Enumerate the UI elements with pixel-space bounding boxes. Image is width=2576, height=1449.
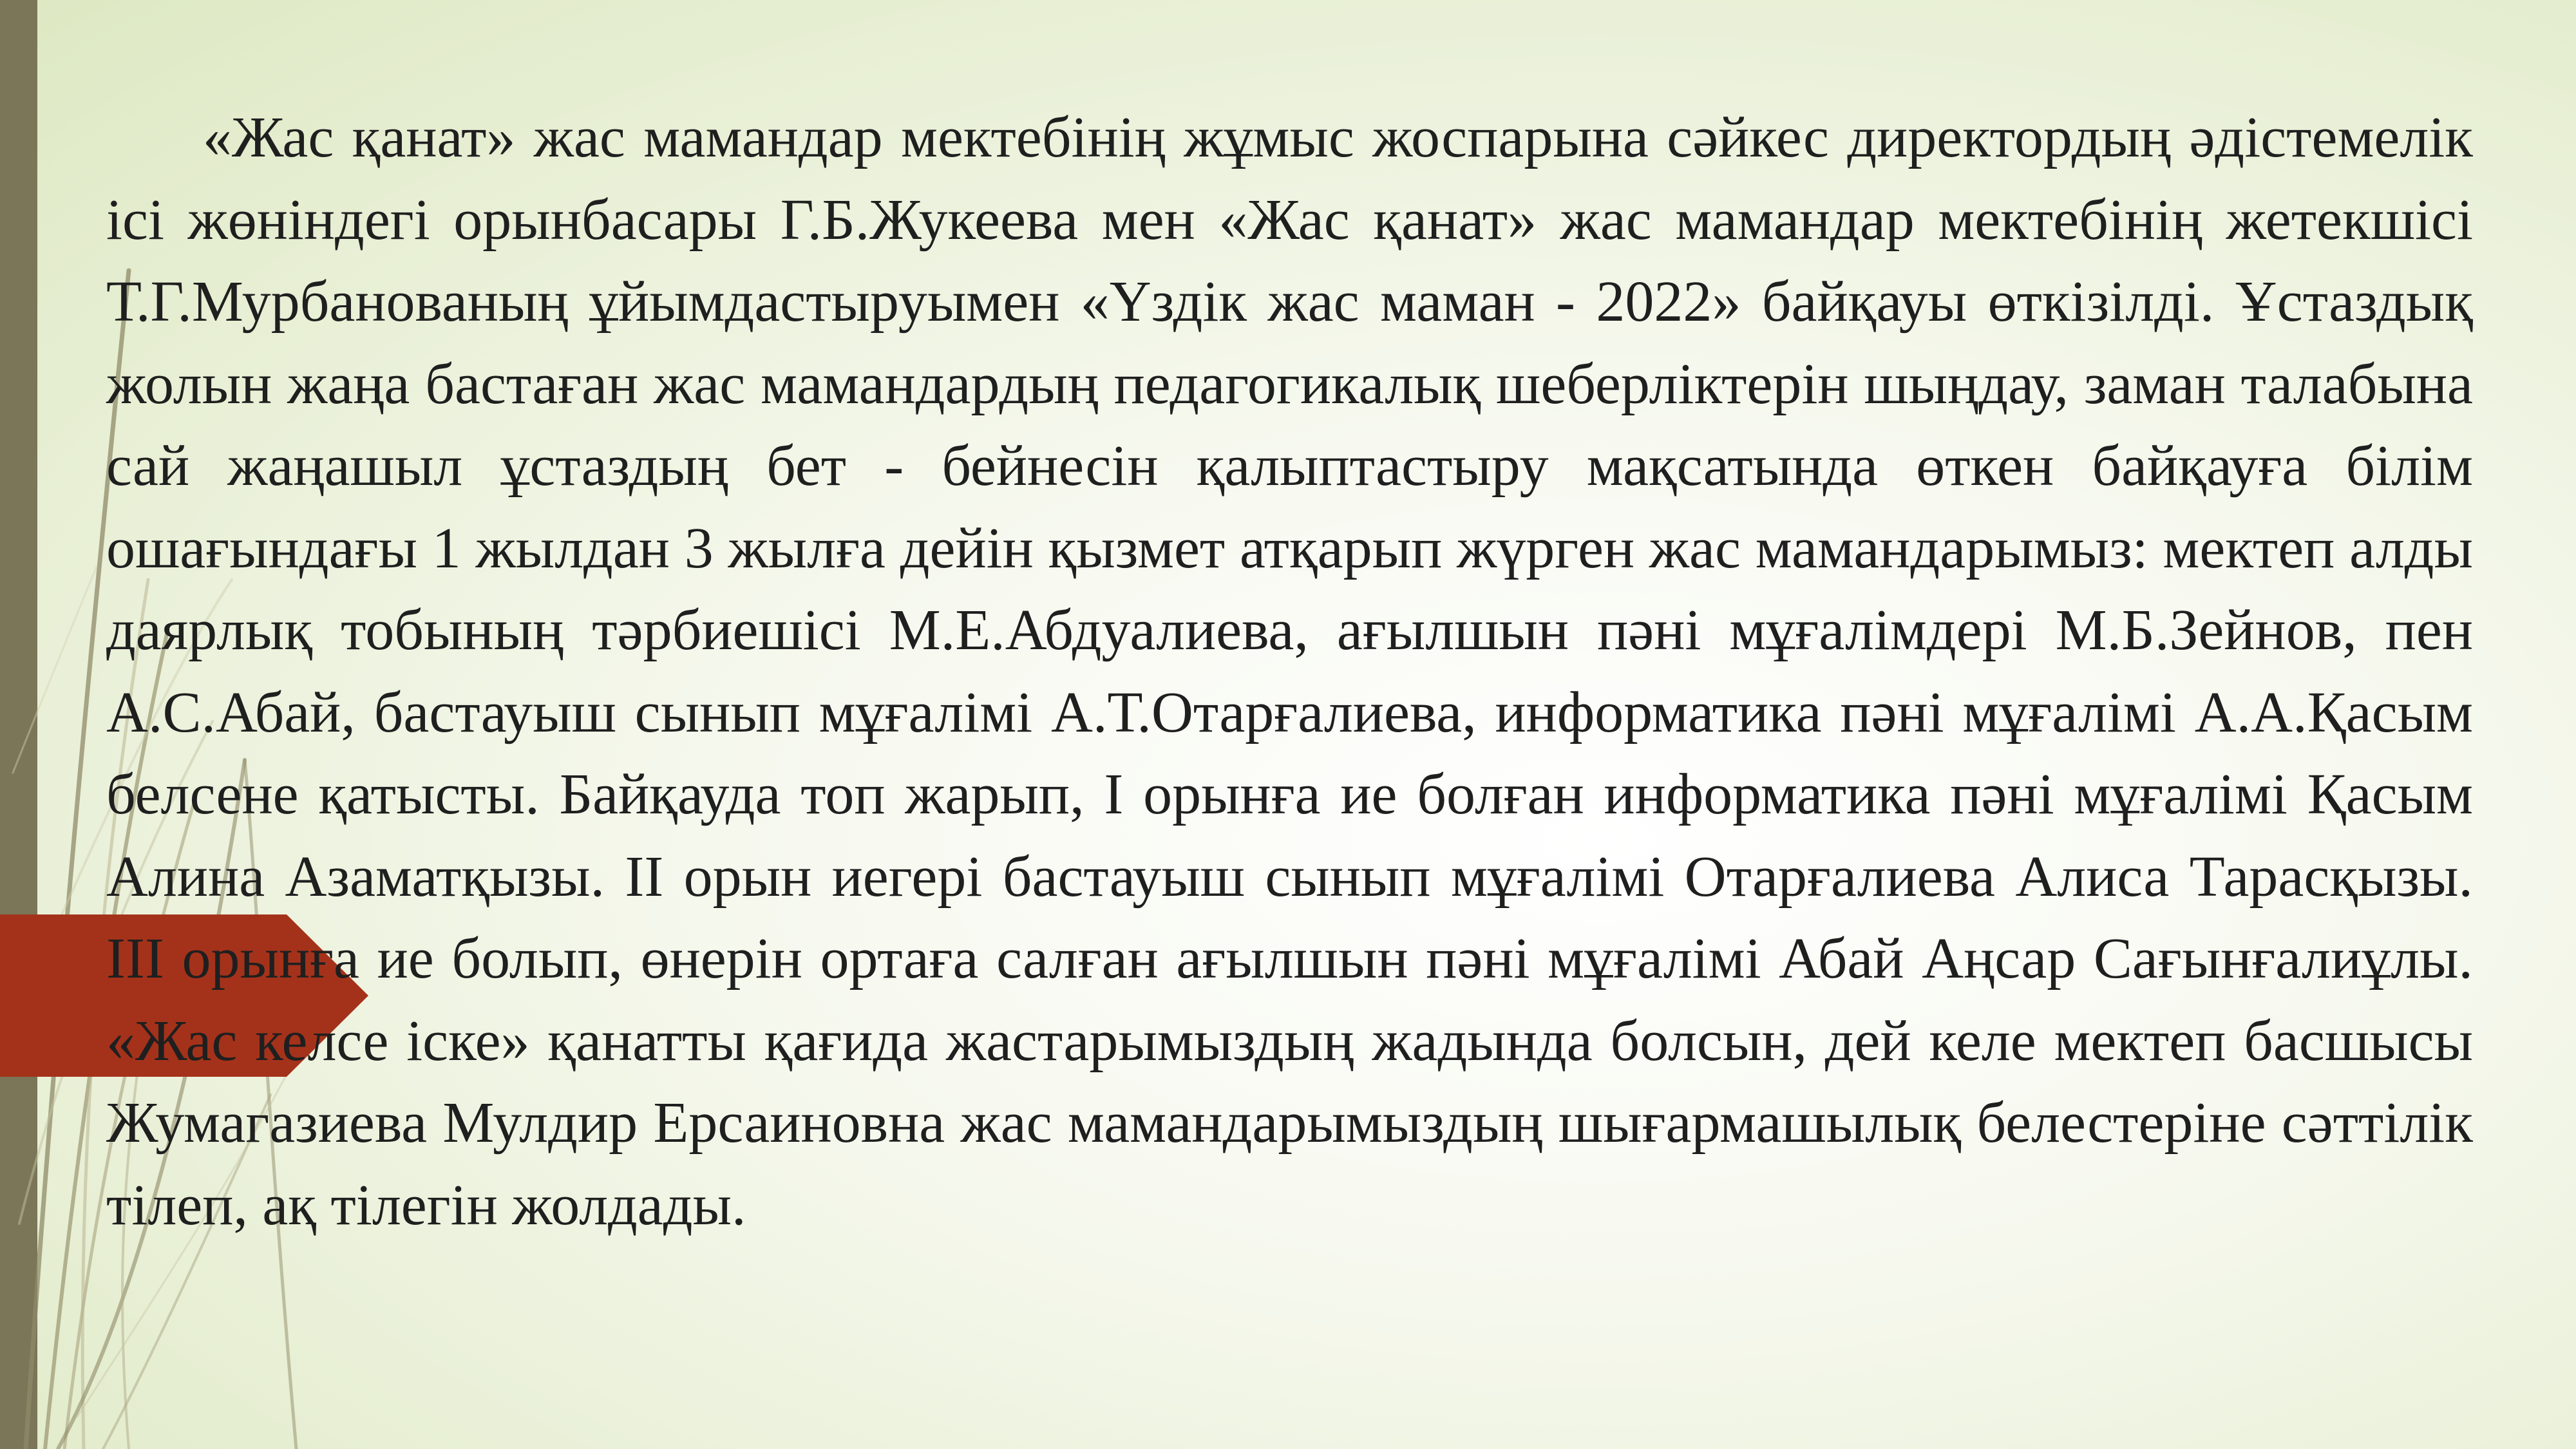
body-paragraph: «Жас қанат» жас мамандар мектебінің жұмыс жоспарына сәйкес директордың әдістемелік ісі жөніндегі орынбасары Г.Б.Жукеева мен «Жас қанат» жас мамандар мектебінің жетекшісі Т.Г.Мурбанованың ұйымдастыруымен «Үздік жас маман - 2022» байқауы өткізілді. Ұстаздық жолын жаңа бастаған жас мамандардың педагогикалық шеберліктерін шыңдау, заман талабына сай жаңашыл ұстаздың бет - бейнесін қалыптастыру мақсатында өткен байқауға білім ошағындағы 1 жылдан 3 жылға дейін қызмет атқарып жүрген жас мамандарымыз: мектеп алды даярлық тобының тәрбиешісі М.Е.Абдуалиева, ағылшын пәні мұғалімдері М.Б.Зейнов, пен А.С.Абай, бастауыш сынып мұғалімі А.Т.Отарғалиева, информатика пәні мұғалімі А.А.Қасым белсене қатысты. Байқауда топ жарып, І орынға ие болған информатика пәні мұғалімі Қасым Алина Азаматқызы. ІІ орын иегері бастауыш сынып мұғалімі Отарғалиева Алиса Тарасқызы. ІІІ орынға ие болып, өнерін ортаға салған ағылшын пәні мұғалімі Абай Аңсар Сағынғалиұлы. «Жас келсе іске» қанатты қағида жастарымыздың жадында болсын, дей келе мектеп басшысы Жумагазиева Мулдир Ерсаиновна жас мамандарымыздың шығармашылық белестеріне сәттілік тілеп, ақ тілегін жолдады. — [106, 106, 2473, 1237]
